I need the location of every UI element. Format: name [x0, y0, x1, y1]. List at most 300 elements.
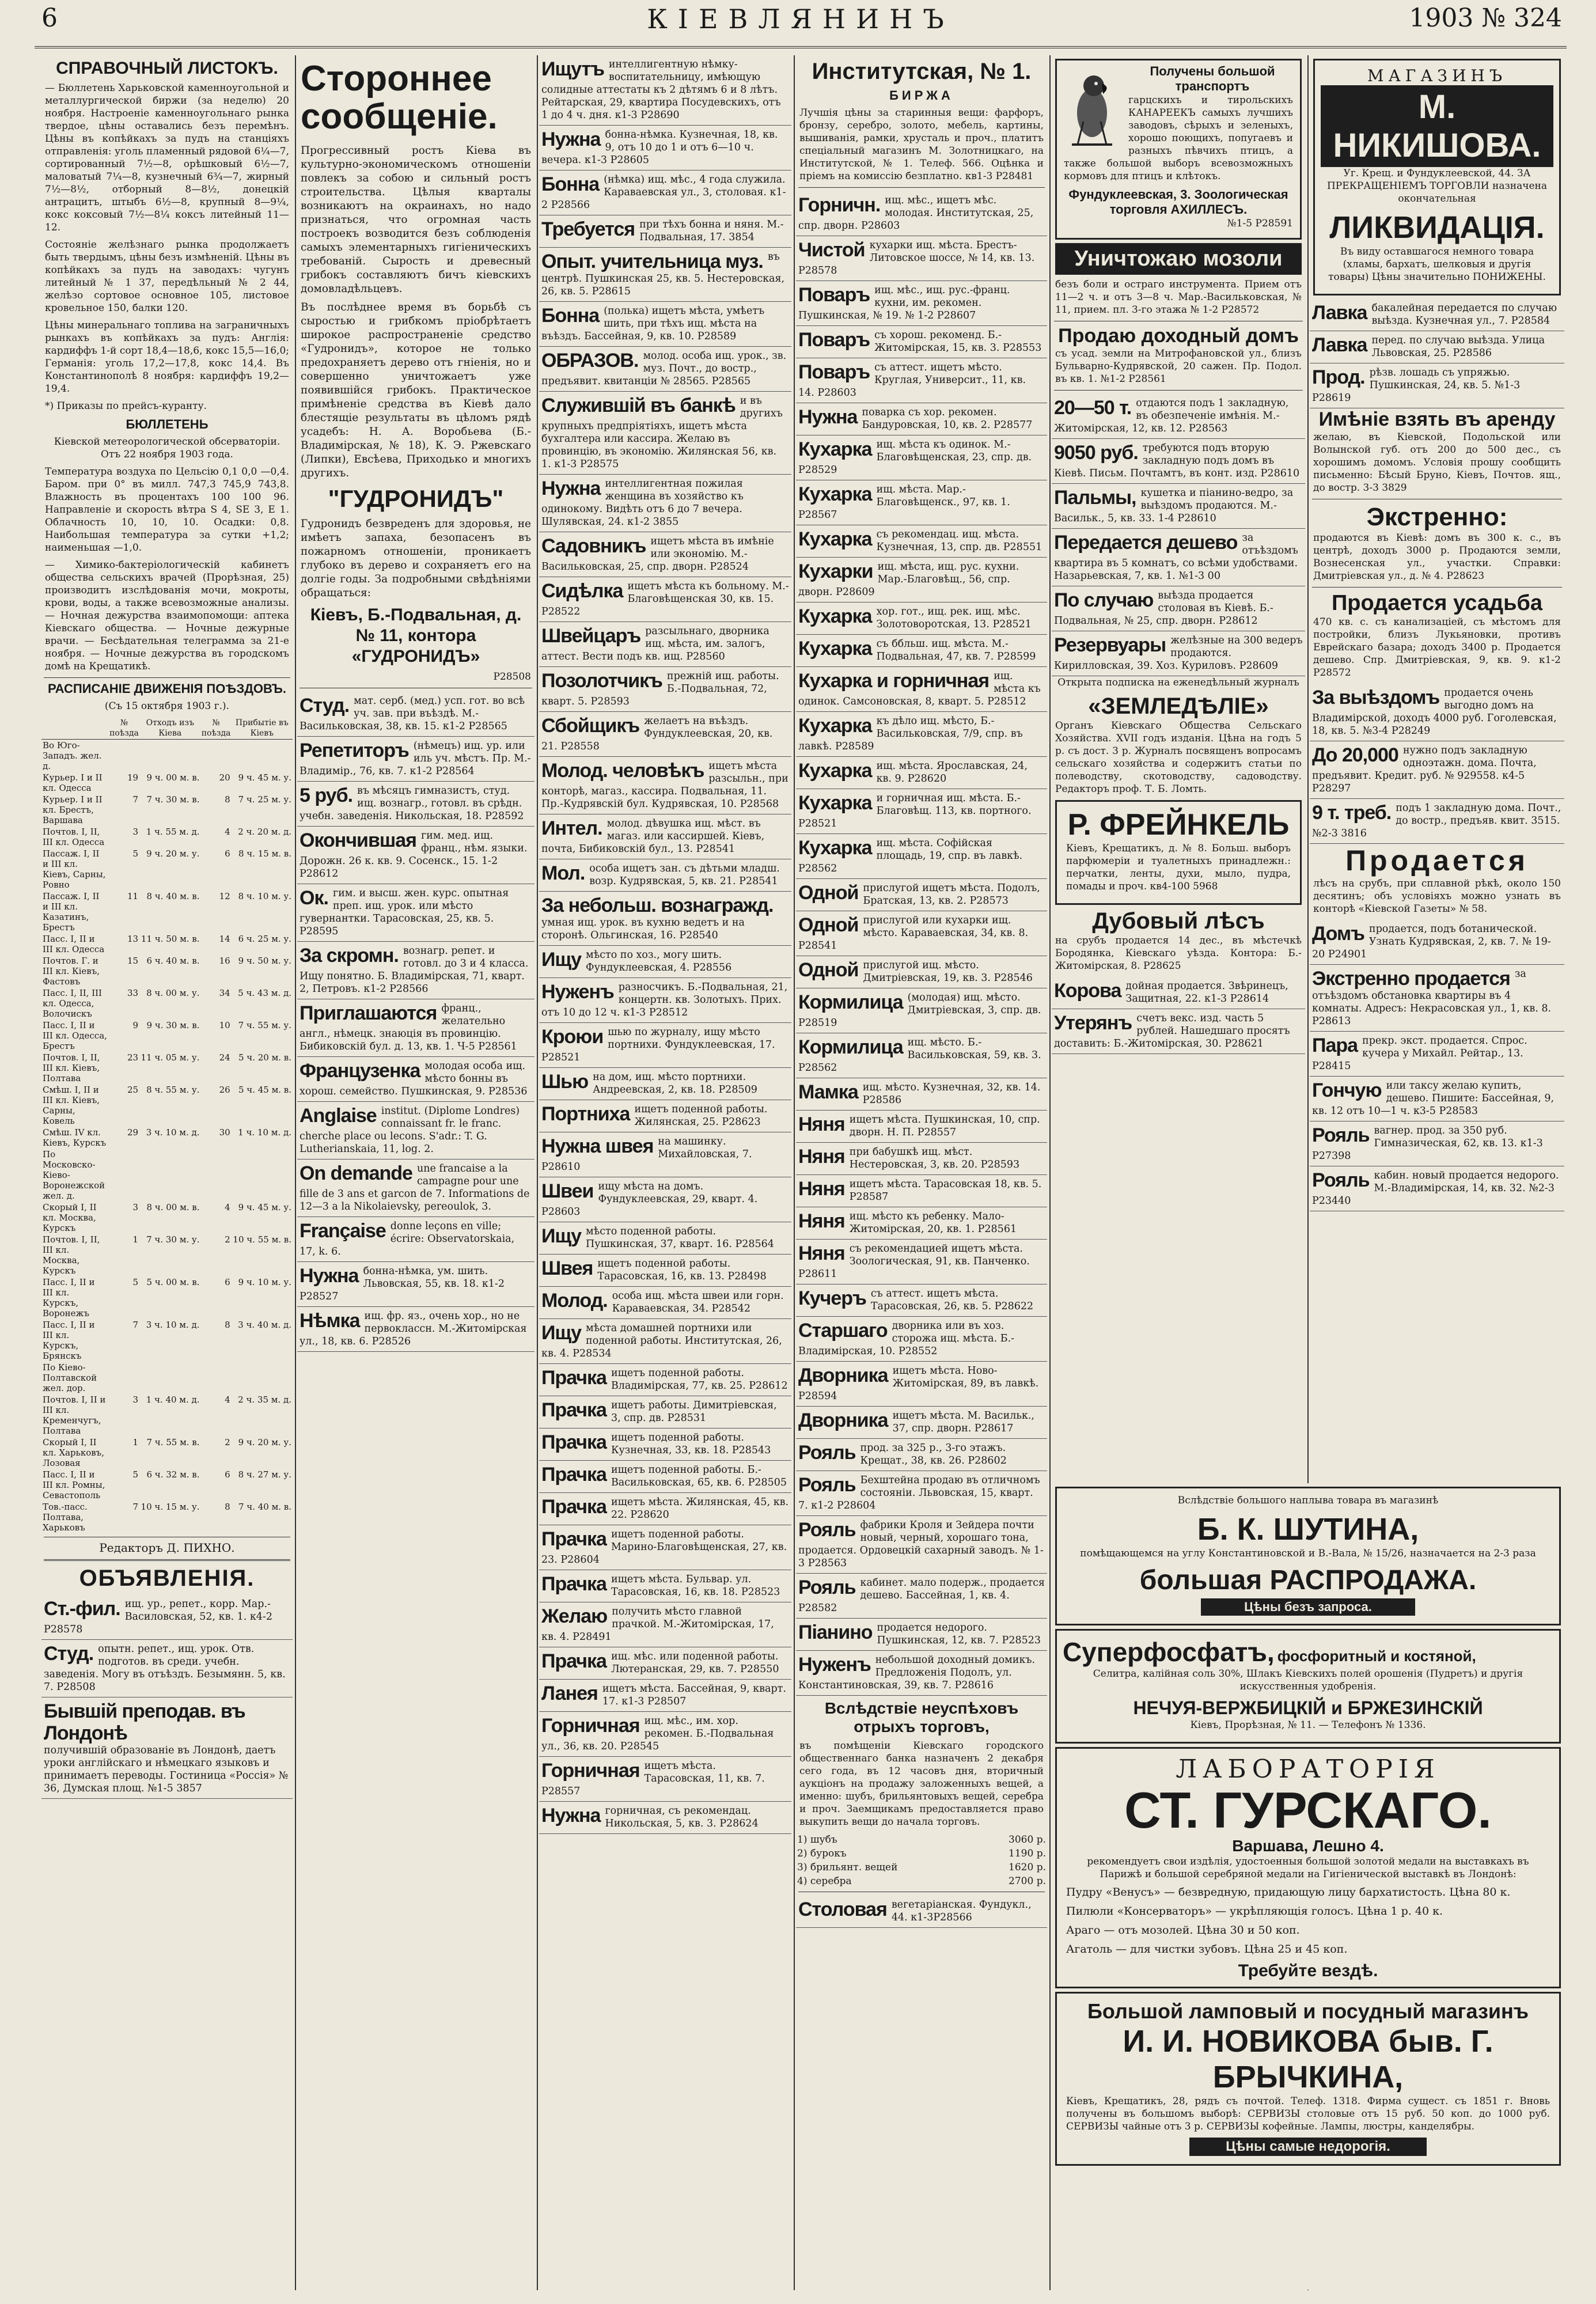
schedule-cell: По Кіево-Полтавской жел. дор. [43, 1362, 97, 1393]
ad-keyword: По случаю [1054, 589, 1154, 611]
classified-ad [796, 1516, 1047, 1574]
shutin-text: помѣщающемся на углу Константиновской и В.-Вала, № 15/26, назначается на 2-3 раза [1080, 1548, 1536, 1559]
ad-keyword: Рояль [1312, 1124, 1370, 1146]
ad-keyword: За скромн. [300, 945, 399, 967]
ad-keyword: Рояль [798, 1519, 856, 1541]
classified-ad [539, 1023, 791, 1068]
schedule-cell: 10 ч. 15 м. у. [141, 1502, 200, 1512]
ads-list [1052, 394, 1305, 676]
classified-ad [41, 1640, 293, 1697]
fertilizer-subtitle: фосфоритный и костяной, [1277, 1647, 1476, 1665]
forest-sale-text: лѣсъ на срубъ, при сплавной рѣкѣ, около 150 десятинъ; объ условіяхъ можно узнать въ конторѣ «Кіевской Газеты» № 58. [1313, 878, 1561, 915]
ad-body: небольшой доходный домикъ. Предложенія Подолъ, ул. Константиновская, 39, кв. 7. P28616 [798, 1654, 1036, 1691]
schedule-cell: Почтов. I, II, III кл. Кіевъ, Полтава [43, 1052, 100, 1083]
ad-keyword: Кухарка и горничная [798, 670, 990, 692]
ad-keyword: Кухарка [798, 438, 872, 460]
schedule-row [41, 955, 293, 987]
schedule-header: Отходъ изъ Кіева [139, 717, 200, 740]
auction-row [796, 1833, 1047, 1847]
ad-body: (нѣмецъ) ищ. ур. или иль уч. мѣстъ. Пр. М.-Владимір., 76, кв. 7. к1-2 P28564 [300, 740, 531, 777]
classified-ad [796, 635, 1047, 667]
ad-keyword: Швейцаръ [541, 625, 641, 647]
classified-ad [1310, 1077, 1564, 1121]
schedule-cell [232, 1149, 293, 1202]
reference-text: — Бюллетень Харьковской каменноугольной и металлургической биржи (за неделю) 20 ноября. Настроеніе каменноугольнаго рынка твердое, цѣны оставались безъ перемѣнъ. Цѣны въ копѣйкахъ за пудъ на станціяхъ отправленія: уголь пламенный рядовой 6¼—7, сортированный 7½—8, орѣшковый 6½—7, маловатый 7¼—8, кузнечный 6¾—7, жирный 7½—8½, отборный 8—8½, донецкій антрацитъ, штыбъ 6½—8, крупный 8—9¼, кокс коксовый 7½—8¼ коксъ литейный 11—12. [45, 82, 289, 233]
schedule-cell: 1 ч. 10 м. д. [238, 1127, 291, 1138]
classified-ad [297, 1307, 534, 1352]
store-name: М. НИКИШОВА. [1321, 85, 1553, 167]
liquidation-title: ЛИКВИДАЦІЯ. [1329, 210, 1545, 245]
classified-ad [796, 1317, 1047, 1362]
ads-list [796, 191, 1047, 1696]
schedule-cell: 8 ч. 15 м. в. [238, 848, 291, 859]
schedule-cell: Почтов. Г. и III кл. Кіевъ, Фастовъ [43, 956, 100, 987]
ad-keyword: Чистой [798, 239, 865, 261]
schedule-cell: Почтов. I, II, III кл. Одесса [43, 827, 105, 847]
schedule-row [41, 1276, 293, 1319]
ad-keyword: Прачка [541, 1496, 606, 1518]
classified-ad [539, 1319, 791, 1364]
schedule-cell: 3 ч. 40 м. д. [238, 1320, 291, 1330]
schedule-cell: Смѣш. I, II и III кл. Кіевъ, Сарны, Ковель [43, 1085, 100, 1126]
ads-list [41, 1595, 293, 1799]
schedule-cell: 6 [225, 1277, 230, 1287]
ads-list [1310, 299, 1564, 408]
schedule-row [41, 826, 293, 848]
ad-body: при бабушкѣ ищ. мѣст. Нестеровская, 3, кв. 20. P28593 [849, 1146, 1020, 1170]
ad-body: donne leçons en ville; écrire: Observatorskaia, 17, k. 6. [300, 1221, 515, 1257]
schedule-cell: 24 [219, 1052, 230, 1063]
ad-keyword: Кухарки [798, 560, 873, 582]
schedule-cell: 8 ч. 40 м. в. [146, 891, 200, 901]
fertilizer-title: Суперфосфатъ, [1063, 1637, 1275, 1667]
schedule-cell: 7 ч. 25 м. у. [238, 794, 291, 805]
ad-keyword: Няня [798, 1178, 845, 1200]
ad-body: и въ другихъ крупныхъ предпріятіяхъ, ищетъ мѣста бухгалтера или кассира. Желаю въ провинцію, въ экономію. Жилянская 56, кв. 1. к1-3 P28575 [541, 395, 783, 470]
classified-ad [1052, 529, 1305, 586]
classified-ad [1310, 920, 1564, 965]
ad-code: №1-5 P28591 [1227, 218, 1293, 229]
ad-body: за отъѣздомъ обстановка квартиры въ 4 комнаты. Адресъ: Некрасовская ул., 1, кв. 8. P28613 [1312, 968, 1552, 1027]
ad-code: P28508 [493, 671, 531, 683]
canaries-text: гарцскихъ и тирольскихъ КАНАРЕЕКЪ самыхъ лучшихъ заводовъ, сѣрыхъ и зеленыхъ, хорошо поющихъ, попугаевъ и разныхъ пѣвчихъ птицъ, а также большой выборъ всевозможныхъ кормовъ для птицъ и клѣтокъ. [1064, 94, 1293, 182]
schedule-row [41, 1020, 293, 1052]
ad-keyword: Молод. человѣкъ [541, 760, 704, 782]
ad-body: ищетъ поденной работы. Марино-Благовѣщенская, 27, кв. 23. P28604 [541, 1529, 787, 1566]
classified-ad [796, 667, 1047, 712]
institutions-text: — Химико-бактеріологическій кабинетъ общества сельскихъ врачей (Прорѣзная, 25) производитъ изслѣдованія мочи, мокроты, крови, воды, а также всевозможные анализы. — Ночная дежурства взаимопомощи: аптека Кіевскаго общества. — Ночные дежурные врачи. — Бесѣдательная телеграмма за 21-е ноября. — Ночные дежурства въ городскомъ домѣ на Крещатикѣ. [45, 559, 289, 672]
auction-text: въ помѣщеніи Кіевскаго городского общественнаго банка назначенъ 2 декабря сего года, въ 12 часовъ дня, вторичный аукціонъ на продажу заложенныхъ вещей, а именно: шубъ, брильянтовыхъ вещей, серебра и проч. Заемщикамъ предоставляется право выкупить вещи до начала торговъ. [799, 1740, 1044, 1828]
classified-ad [539, 978, 791, 1023]
classified-ad [1310, 741, 1564, 799]
classified-ad [539, 126, 791, 170]
store-label: МАГАЗИНЪ [1367, 66, 1507, 85]
schedule-cell: Во Юго-Западъ. жел. д. [43, 740, 102, 771]
ad-keyword: Студ. [300, 695, 350, 717]
ad-body: разсыльнаго, дворника ищ. мѣста, им. залогъ, аттест. Вести подъ кв. ищ. P28560 [541, 626, 769, 662]
schedule-cell: 3 ч. 10 м. д. [146, 1127, 200, 1138]
schedule-cell: 9 ч. 45 м. у. [238, 772, 291, 783]
article-paragraph: Въ послѣднее время въ борьбѣ съ сыростью и грибкомъ пріобрѣтаетъ широкое распространеніе средство «Гудронидъ», которое не только предохраняетъ дерево отъ гніенія, но и совершенно уничтожаетъ уже появившійся грибокъ. Практическое примѣненіе средства въ Кіевѣ дало блестящіе результаты въ цѣломъ рядѣ усадебъ: Н. А. Воробьева (Б.-Владимірская, № 18), К. Э. Ржевскаго (Липки), Евсѣева, Приходько и многихъ другихъ. [301, 301, 531, 479]
ads-list [1310, 684, 1564, 844]
schedule-cell: 7 ч. 55 м. у. [238, 1020, 291, 1030]
classified-ad [796, 789, 1047, 834]
schedule-header: № поѣзда [201, 717, 232, 740]
schedule-cell: Тов.-пасс. Полтава, Харьковъ [43, 1502, 88, 1533]
ad-body: мѣсто по хоз., могу шить. Фундуклеевская, 4. P28556 [586, 949, 732, 973]
schedule-cell: Скорый I, II кл. Харьковъ, Лозовая [43, 1437, 104, 1468]
classified-ad [41, 1697, 293, 1799]
ad-keyword: Корова [1054, 980, 1121, 1002]
classified-ad [796, 480, 1047, 525]
house-text: съ усад. земли на Митрофановской ул., близъ Бульварно-Кудрявской, 20 сажен. Пр. Подол. въ кв. 1. №1-2 P28561 [1055, 348, 1302, 385]
ad-body: ищетъ мѣста въ имѣніе или экономію. М.-Васильковская, 25, спр. дворн. P28524 [541, 536, 774, 573]
ad-keyword: Кухарка [798, 792, 872, 814]
ad-body: ищетъ мѣста. Тарасовская 18, кв. 5. P28587 [849, 1178, 1042, 1203]
classified-ad [539, 1757, 791, 1802]
schedule-cell: 7 ч. 40 м. в. [238, 1502, 291, 1512]
schedule-cell: 19 [127, 772, 139, 783]
brand-name: "ГУДРОНИДЪ" [328, 485, 504, 512]
ad-keyword: Ланея [541, 1682, 598, 1704]
ad-body: ищетъ мѣста. Бульвар. ул. Тарасовская, 16, кв. 18. P28523 [611, 1574, 780, 1598]
lamp-store-ad [1055, 1992, 1561, 2166]
ad-body: вознагр. репет. и готовл. до 3 и 4 класса. Ищу понятно. Б. Владимірская, 71, кварт. 2, Петровъ. к1-2 P28566 [300, 945, 529, 995]
column-rule [537, 55, 538, 2290]
auction-cell: 1) шубъ [797, 1834, 837, 1846]
ad-body: умная ищ. урок. въ кухню ведетъ и на сторонѣ. Ольгинская, 16. P28540 [541, 917, 745, 941]
schedule-cell: 5 ч. 45 м. в. [238, 1085, 291, 1095]
auction-row [796, 1860, 1047, 1874]
schedule-cell: 11 ч. 50 м. в. [141, 934, 200, 944]
ad-body: ищ. мѣста, ищ. рус. кухни. Мар.-Благовѣщ., 56, спр. дворн. P28609 [798, 561, 1019, 598]
ad-keyword: Дворника [798, 1365, 888, 1386]
schedule-cell: 6 ч. 25 м. у. [238, 934, 291, 944]
ad-body: бонна-нѣмка, ум. шить. Львовская, 55, кв. 18. к1-2 P28527 [300, 1265, 505, 1302]
ad-body: ищ. ур., репет., корр. Мар.-Василовская, 52, кв. 1. к4-2 P28578 [44, 1598, 272, 1635]
ad-body: прежній ищ. работы. Б.-Подвальная, 72, кварт. 5. P28593 [541, 670, 779, 707]
ad-keyword: Служившій въ банкѣ [541, 395, 736, 416]
classified-ad [539, 1802, 791, 1834]
ad-keyword: Прачка [541, 1573, 606, 1595]
ad-keyword: Кухарка [798, 638, 872, 660]
schedule-cell: 6 ч. 32 м. в. [146, 1469, 200, 1480]
store-address: Уг. Крещ. и Фундуклеевской, 44. ЗА ПРЕКРАЩЕНІЕМЪ ТОРГОВЛИ назначена окончательная [1326, 168, 1547, 204]
schedule-cell: 6 [225, 1469, 230, 1480]
classified-ad [796, 911, 1047, 956]
classified-ad [539, 170, 791, 215]
schedule-cell: 26 [219, 1085, 230, 1095]
classified-ad [796, 1240, 1047, 1284]
classified-ad [796, 326, 1047, 358]
schedule-row [41, 1437, 293, 1469]
ad-body: ищетъ мѣста. Жилянская, 45, кв. 22. P28620 [611, 1496, 789, 1521]
classified-ad [539, 1068, 791, 1100]
schedule-cell: Пасс. I, II, III кл. Одесса, Волочискъ [43, 988, 102, 1019]
classified-ad [539, 859, 791, 892]
ad-body: кушетка и піанино-ведро, за выѣздомъ продаются. М.-Васильк., 5, кв. 33. 1-4 P28610 [1054, 487, 1294, 524]
schedule-cell: 7 ч. 30 м. у. [146, 1234, 200, 1245]
classified-ad [1310, 1166, 1564, 1211]
freinkel-text: Кіевъ, Крещатикъ, д. № 8. Больш. выборъ парфюмеріи и туалетныхъ принадлежн.: перчатки, ленты, духи, мыло, пудра, помады и проч. кв4-100 5968 [1066, 843, 1291, 892]
schedule-cell: 7 ч. 55 м. в. [146, 1437, 200, 1447]
ad-keyword: Кухарка [798, 483, 872, 505]
ad-keyword: Ищу [541, 1225, 582, 1247]
schedule-cell: 8 ч. 00 м. у. [146, 988, 200, 998]
estate-text: желаю, въ Кіевской, Подольской или Волынской губ. отъ 200 до 500 дес., съ хорошимъ домомъ. Условія прошу сообщить письменно: Бѣсый Бруно, Кіевъ, Почтов. ящ., до востр. 3-3 3829 [1313, 431, 1561, 494]
editor-line: Редакторъ Д. ПИХНО. [99, 1541, 235, 1555]
schedule-cell: 4 [225, 1394, 230, 1405]
schedule-cell: 1 [132, 1437, 139, 1447]
classified-ad [796, 1471, 1047, 1516]
schedule-cell: 8 ч. 55 м. у. [146, 1085, 200, 1095]
ad-keyword: Желаю [541, 1605, 608, 1627]
ad-keyword: Рояль [798, 1442, 856, 1464]
ad-keyword: Прачка [541, 1399, 606, 1421]
ad-body: кабин. новый продается недорого. М.-Владимірская, 14, кв. 32. №2-3 P23440 [1312, 1170, 1559, 1207]
classified-ad [539, 712, 791, 757]
schedule-cell: Пасс. I, II и III кл. Курскъ, Воронежъ [43, 1277, 95, 1318]
classified-ad [539, 1712, 791, 1757]
shutin-intro: Вслѣдствіе большого наплыва товара въ магазинѣ [1177, 1495, 1439, 1506]
ad-keyword: Сидѣлка [541, 580, 623, 602]
ad-keyword: За выѣздомъ [1312, 687, 1440, 708]
classified-ad [539, 667, 791, 712]
schedule-cell: 8 [225, 1320, 230, 1330]
schedule-cell [109, 1149, 139, 1202]
institute-text: Лучшія цѣны за старинныя вещи: фарфоръ, бронзу, серебро, золото, мебель, картины, вышиванія, рамки, хрусталь и проч., платитъ спеціальный магазинъ М. Золотницкаго, на Институтской, № 1. Телеф. 566. Оцѣнка и пріемъ на комиссію безплатно. кв1-3 P28481 [799, 107, 1044, 182]
ad-body: ищетъ поденной работы. Жилянская, 25. P28623 [634, 1104, 768, 1128]
ad-keyword: Піанино [798, 1621, 873, 1643]
column-ads [539, 55, 791, 2290]
schedule-cell: 2 [225, 1234, 230, 1245]
classified-ad [297, 827, 534, 884]
column-ads [796, 55, 1047, 2290]
ad-body: ищ. мѣсто. Кузнечная, 32, кв. 14. P28586 [862, 1082, 1041, 1106]
store-text: Въ виду оставшагося немного товара (хламы, бархатъ, шелковыя и другія товары) Цѣны значительно ПОНИЖЕНЫ. [1328, 246, 1546, 283]
column-rule [794, 55, 795, 2290]
classified-ad [796, 834, 1047, 879]
estate-sale-text: 470 кв. с. съ канализаціей, съ мѣстомъ для постройки, близъ Лукьяновки, противъ Еврейскаго базара; доходъ 3400 р. Продается дешево. Спр. Дмитріевская, 9, кв. 9. к1-2 P28572 [1313, 616, 1561, 679]
classified-ad [1310, 363, 1564, 408]
schedule-cell: 1 ч. 55 м. д. [146, 827, 200, 837]
schedule-cell: 4 [225, 827, 230, 837]
schedule-cell: 9 ч. 20 м. у. [146, 848, 200, 859]
ad-body: съ хорош. рекоменд. Б.-Житомірская, 15, кв. 3. P28553 [874, 329, 1042, 354]
ad-body: при тѣхъ бонна и няня. М.-Подвальная, 17. 3854 [639, 219, 784, 243]
ad-keyword: Мамка [798, 1081, 858, 1103]
urgent-text: продаются въ Кіевѣ: домъ въ 300 к. с., въ центрѣ, доходъ 3000 р. Продаются земли, Вознесенская ул., участки. Справки: Дмитріевская ул., д. № 4. P28623 [1313, 532, 1561, 582]
schedule-cell: 11 [127, 891, 139, 901]
classified-ad [1052, 977, 1305, 1009]
column-reference [41, 55, 293, 2290]
ad-keyword: Столовая [798, 1898, 887, 1920]
ad-body: вегетаріанская. Фундукл., 44. к1-3P28566 [891, 1899, 1032, 1923]
schedule-cell: 1 [132, 1234, 139, 1245]
classified-ad [539, 1602, 791, 1647]
ad-keyword: Нуженъ [541, 981, 614, 1003]
classified-ad [1310, 331, 1564, 363]
classified-ad [539, 577, 791, 622]
classified-ad [1310, 684, 1564, 741]
schedule-cell: 25 [127, 1085, 139, 1095]
ad-keyword: Няня [798, 1242, 845, 1264]
ad-keyword: Ищутъ [541, 58, 604, 80]
ad-keyword: Поваръ [798, 284, 870, 306]
ad-body: интеллигентную нѣмку-воспитательницу, имѣющую солидные аттестаты къ 2 дѣтямъ 6 и 8 лѣтъ. Рейтарская, 29, квартира Посудевскихъ, отъ 1 до 4 ч. дня. к1-3 P28690 [541, 59, 781, 121]
classified-ad [539, 946, 791, 978]
ad-keyword: За небольш. вознагражд. [541, 895, 774, 916]
ad-body: мат. серб. (мед.) усп. гот. во всѣ уч. зав. при въѣздѣ. М.-Васильковская, 38, кв. 15. к1-2 P28565 [300, 695, 525, 732]
ad-keyword: Швеи [541, 1180, 594, 1202]
schedule-cell: Скорый I, II кл. Москва, Курскъ [43, 1202, 97, 1233]
schedule-cell [109, 1362, 139, 1394]
classified-ad [539, 1132, 791, 1177]
ad-body: бакалейная передается по случаю выѣзда. Кузнечная ул., 7. P28584 [1371, 302, 1557, 327]
classified-ad [796, 1143, 1047, 1175]
ad-body: кухарки ищ. мѣста. Брестъ-Литовское шоссе, № 14, кв. 13. P28578 [798, 240, 1035, 276]
classified-ad [1052, 586, 1305, 631]
bulletin-text: Температура воздуха по Цельсію 0,1 0,0 —0,4. Баром. при 0° въ милл. 747,3 745,9 743,8. Влажность въ процентахъ 100 100 96. Направленіе и скорость вѣтра S 4, SE 3, E 1. Облачность 10, 10, 10. Осадки: 0,8. Наибольшая температура за сутки +1,2; наименьшая —1,0. [45, 466, 289, 554]
classified-ad [796, 1175, 1047, 1207]
ad-body: на машинку. Михайловская, 7. P28610 [541, 1136, 752, 1173]
shutin-sale: большая РАСПРОДАЖА. [1139, 1565, 1477, 1596]
schedule-row [41, 1234, 293, 1276]
ad-keyword: Садовникъ [541, 535, 646, 557]
ad-keyword: Окончившая [300, 829, 416, 851]
freinkel-title: Р. ФРЕЙНКЕЛЬ [1067, 808, 1290, 842]
classified-ad [297, 1217, 534, 1262]
classified-ad [796, 1362, 1047, 1407]
ad-body: ищетъ мѣста. Ново-Житомірская, 89, въ лавкѣ. P28594 [798, 1365, 1039, 1402]
ad-body: особа ищетъ зан. съ дѣтьми младш. возр. Кудрявская, 5, кв. 21. P28541 [589, 863, 780, 887]
ad-body: прекр. экст. продается. Спрос. кучера у Михайл. Рейтар., 13. P28415 [1312, 1035, 1527, 1072]
institute-subtitle: БИРЖА [889, 88, 954, 103]
schedule-row [41, 794, 293, 826]
ad-body: ищ. мѣс., ищ. рус.-франц. кухни, им. рекомен. Пушкинская, № 19. № 1-2 P28607 [798, 285, 1010, 321]
article-paragraph: Гудронидъ безвреденъ для здоровья, не имѣетъ запаха, безопасенъ въ пожарномъ отношеніи, проникаетъ глубоко въ дерево и сохраняетъ его на долгіе годы. За подробными свѣдѣніями обращаться: [301, 518, 531, 599]
ad-body: нужно подъ закладную одноэтажн. дома. Почта, предъявит. Кредит. руб. № 929558. к4-5 P28297 [1312, 745, 1537, 794]
ad-keyword: Швея [541, 1257, 593, 1279]
schedule-row [41, 1394, 293, 1437]
ad-body: продается очень выгодно домъ на Владимірской, доходъ 4000 руб. Гоголевская, 18, кв. 5. №3-4 P28249 [1312, 687, 1557, 737]
ad-body: ищетъ мѣста. Бассейная, 9, кварт. 17. к1-3 P28507 [602, 1683, 786, 1707]
ad-keyword: Кухарка [798, 605, 872, 627]
lamp-footer: Цѣны самые недорогія. [1189, 2138, 1427, 2156]
laboratory-ad [1055, 1747, 1561, 1988]
schedule-cell: 7 [132, 1502, 139, 1512]
schedule-title: РАСПИСАНІЕ ДВИЖЕНІЯ ПОѢЗДОВЪ. [47, 681, 287, 696]
ad-keyword: Кроюи [541, 1026, 604, 1048]
oak-text: на срубъ продается 14 дес., въ мѣстечкѣ Бородянка, Кіевскаго уѣзда. Контора: Б.-Житомірская, 8. P28625 [1055, 935, 1302, 972]
ad-keyword: Anglaise [300, 1105, 377, 1127]
ad-body: дворника или въ хоз. сторожа ищ. мѣста. Б.-Владимірская, 10. P28552 [798, 1320, 1015, 1357]
ad-keyword: Экстренно продается [1312, 968, 1510, 990]
ad-body: желаетъ на въѣздъ. Фундуклеевская, 20, кв. 21. P28558 [541, 715, 773, 752]
classified-ad [796, 435, 1047, 480]
canaries-store: Фундуклеевская, 3. Зоологическая торговля АХИЛЛЕСЪ. [1068, 187, 1288, 217]
ad-keyword: Репетиторъ [300, 740, 409, 761]
ad-body: прислугой ищ. мѣсто. Дмитріевская, 19, кв. 3. P28546 [863, 960, 1033, 984]
lab-name: СТ. ГУРСКАГО. [1124, 1782, 1492, 1839]
ad-keyword: Няня [798, 1210, 845, 1232]
ad-body: къ дѣло ищ. мѣсто, Б.-Васильковская, 7/9, спр. въ лавкѣ. P28589 [798, 715, 1023, 752]
schedule-cell: 3 [132, 827, 139, 837]
classified-ad [297, 1102, 534, 1159]
auction-cell: 1620 р. [1009, 1862, 1046, 1873]
ad-keyword: Нужна [798, 406, 858, 428]
lab-item: Агатоль — для чистки зубовъ. Цѣна 25 и 45 коп. [1066, 1943, 1348, 1956]
canaries-title: Получены большой транспортъ [1150, 64, 1275, 93]
classified-ad [796, 236, 1047, 281]
classified-ad [796, 358, 1047, 403]
ad-body: кабинет. мало подерж., продается дешево. Бассейная, 1, кв. 4. P28582 [798, 1577, 1045, 1614]
newspaper-title: КІЕВЛЯНИНЪ [647, 3, 954, 35]
ad-body: съ аттест. ищетъ мѣста. Тарасовская, 26, кв. 5. P28622 [870, 1288, 1034, 1312]
foreign-text: Цѣны минеральнаго топлива на заграничныхъ рынкахъ въ копѣйкахъ за пудъ: Англія: кардиффъ 1-й сорт 18,4—18,6, кокс 15,5—16,0; Германія: уголь 17,2—17,8, кокс 14,4. Въ Константинополѣ 8 ноября: кардиффъ 19,2—19,4. [45, 320, 289, 395]
ad-body: прислугой или кухарки ищ. мѣсто. Караваевская, 34, кв. 8. P28541 [798, 915, 1029, 952]
schedule-cell: 5 [132, 848, 139, 859]
ad-keyword: Нужна [541, 128, 601, 150]
ad-keyword: On demande [300, 1162, 412, 1184]
ads-heading: ОБЪЯВЛЕНІЯ. [79, 1566, 255, 1591]
column-rule [295, 55, 296, 2290]
schedule-cell: 33 [127, 988, 139, 998]
journal-intro: Открыта подписка на еженедѣльный журналъ [1057, 677, 1299, 688]
rail-text: Состояніе желѣзнаго рынка продолжаетъ быть твердымъ, цѣны безъ измѣненій. Цѣны въ копѣйкахъ за пудъ на заводахъ: чугунъ литейный № 1 37, передѣльный № 2 44, желѣзо сортовое основное 105, листовое кровельное 150, балки 120. [45, 239, 289, 314]
canaries-ad [1055, 59, 1302, 240]
ad-keyword: Требуется [541, 218, 635, 240]
classified-ad [796, 525, 1047, 558]
schedule-cell: 9 ч. 10 м. у. [238, 1277, 291, 1287]
ad-body: въ мѣсяцъ гимназистъ, студ. ищ. вознагр., готовл. въ срѣдн. учебн. заведенія. Никольская, 18. P28592 [300, 785, 524, 822]
ad-body: горничная, съ рекомендац. Никольская, 5, кв. 3. P28624 [605, 1805, 759, 1829]
fertilizer-firm: НЕЧУЯ-ВЕРЖБИЦКІЙ и БРЖЕЗИНСКІЙ [1133, 1697, 1483, 1718]
ad-body: вагнер. прод. за 350 руб. Гимназическая, 62, кв. 13. к1-3 P27398 [1312, 1125, 1543, 1162]
classified-ad [796, 602, 1047, 635]
schedule-cell [232, 1362, 293, 1394]
ad-body: ищу мѣста на домъ. Фундуклеевская, 29, кварт. 4. P28603 [541, 1181, 758, 1218]
ad-body: гим. и высш. жен. курс. опытная преп. ищ. урок. или мѣсто гувернантки. Тарасовская, 25, кв. 5. P28595 [300, 888, 509, 937]
oak-title: Дубовый лѣсъ [1092, 908, 1265, 934]
schedule-row [41, 1202, 293, 1234]
classified-ad [539, 1647, 791, 1680]
schedule-row [41, 1052, 293, 1084]
schedule-row [41, 1319, 293, 1362]
ad-body: молод. дѣвушка ищ. мѣст. въ магаз. или кассиршей. Кіевъ, почта, Бибиковскій бул., 13. P28541 [541, 818, 765, 855]
classified-ad [539, 1396, 791, 1428]
ad-body: ищетъ мѣста. Тарасовская, 11, кв. 7. P28557 [541, 1760, 765, 1797]
ad-body: ищ. мѣста. Софійская площадь, 19, спр. въ лавкѣ. P28562 [798, 838, 1023, 874]
ad-body: (молодая) ищ. мѣсто. Дмитріевская, 3, спр. дв. P28519 [798, 992, 1041, 1029]
ad-keyword: Молод. [541, 1290, 608, 1312]
train-schedule-table [41, 717, 293, 1533]
classified-ad [796, 1033, 1047, 1078]
schedule-cell: 13 [127, 934, 139, 944]
ad-keyword: Прачка [541, 1464, 606, 1486]
ad-body: опытн. репет., ищ. урок. Отв. подготов. въ среди. учебн. заведенія. Могу въ отъѣздъ. Безымянн. 5, кв. 7. P28508 [44, 1643, 286, 1693]
ad-keyword: Рояль [1312, 1169, 1370, 1191]
schedule-cell: 5 ч. 43 м. д. [238, 988, 291, 998]
ad-keyword: 9050 руб. [1054, 442, 1138, 464]
ad-body: прод. за 325 р., 3-го этажъ. Крещат., 38, кв. 26. P28602 [860, 1442, 1007, 1466]
ad-body: ищ. мѣста. Ярославская, 24, кв. 9. P28620 [876, 760, 1028, 785]
ad-body: молод. особа ищ. урок., зв. муз. Почт., до востр., предъявит. квитанціи № 28565. P28565 [541, 350, 787, 387]
ad-body: выѣзда продается столовая въ Кіевѣ. Б.-Подвальная, № 25, спр. дворн. P28612 [1054, 590, 1273, 627]
ad-keyword: 5 руб. [300, 785, 353, 806]
masthead [35, 0, 1567, 48]
ad-keyword: Française [300, 1220, 386, 1242]
